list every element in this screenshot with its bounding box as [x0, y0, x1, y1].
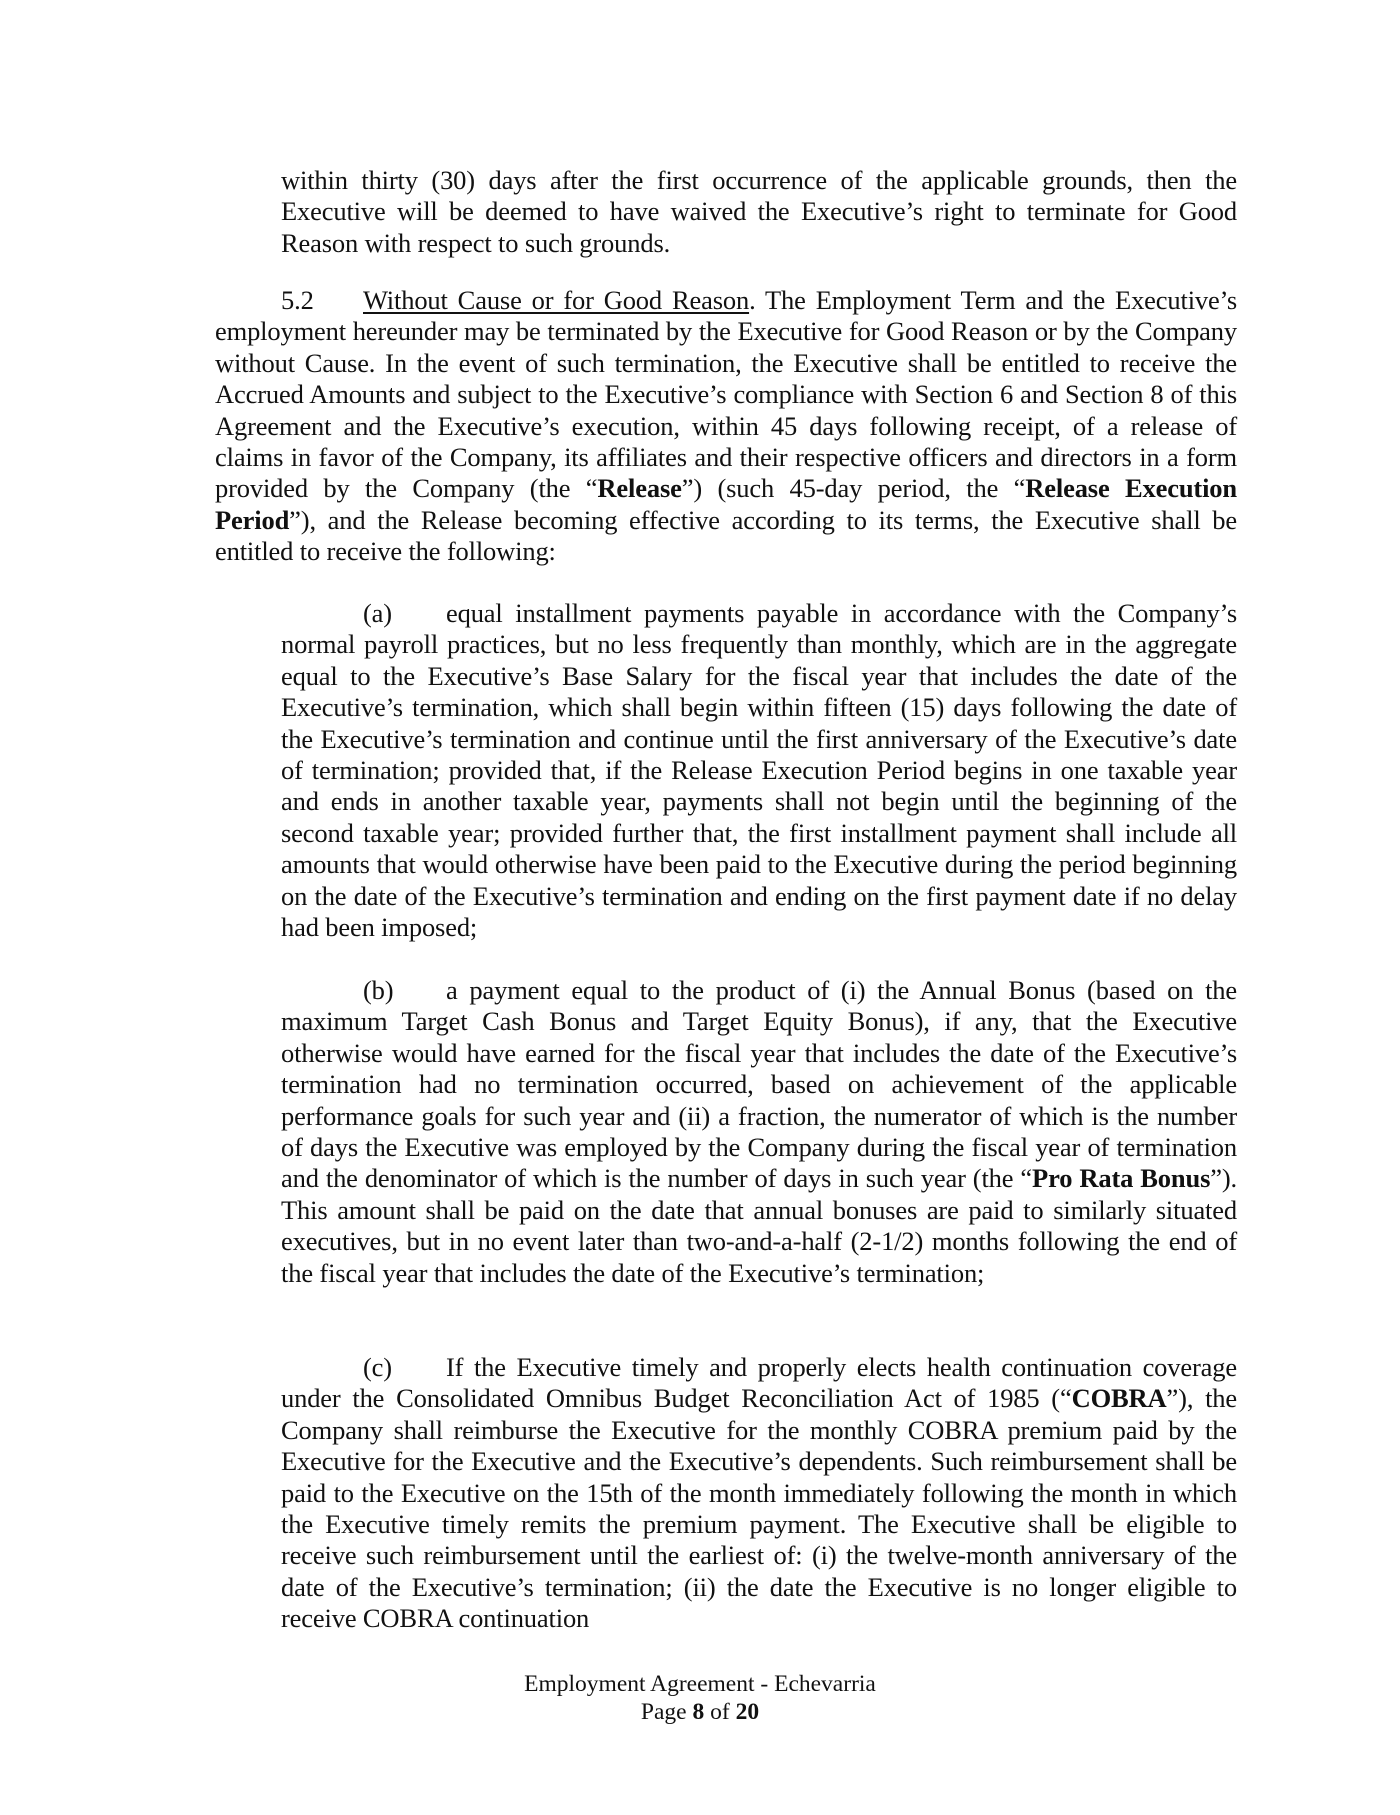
defined-term-pro-rata-bonus: Pro Rata Bonus	[1032, 1163, 1211, 1194]
subsection-a-text: equal installment payments payable in accordance with the Company’s normal payroll practices, but no less frequently than monthly, which are in the aggregate equal to the Executive’s Base Salary for the fiscal year that includes the date of the Executive’s termination, which shall begin within fifteen (15) days following the date of the Executive’s termination and continue until the first anniversary of the Executive’s date of termination; provided that, if the Release Execution Period begins in one taxable year and ends in another taxable year, payments shall not begin until the beginning of the second taxable year; provided further that, the first installment payment shall include all amounts that would otherwise have been paid to the Executive during the period beginning on the date of the Executive’s termination and ending on the first payment date if no delay had been imposed;	[281, 598, 1237, 943]
subsection-b-text-1: a payment equal to the product of (i) the Annual Bonus (based on the maximum Target Cash Bonus and Target Equity Bonus), if any, that the Executive otherwise would have earned for the fiscal year that includes the date of the Executive’s termination had no termination occurred, based on achievement of the applicable performance goals for such year and (ii) a fraction, the numerator of which is the number of days the Executive was employed by the Company during the fiscal year of termination and the denominator of which is the number of days in such year (the “	[281, 975, 1237, 1194]
footer-title: Employment Agreement - Echevarria	[524, 1671, 876, 1697]
subsection-b-marker: (b)	[363, 975, 394, 1005]
intro-paragraph	[281, 165, 1237, 259]
subsection-b	[281, 975, 1237, 1289]
section-number: 5.2	[281, 285, 314, 315]
footer-page-total: 20	[735, 1699, 760, 1725]
defined-term-cobra: COBRA	[1071, 1383, 1167, 1414]
section-5-2-paragraph	[215, 285, 1237, 568]
section-heading-punct: .	[749, 285, 756, 315]
defined-term-release-execution-period: Release Execution Period	[215, 473, 1237, 535]
defined-term-release: Release	[597, 473, 682, 504]
section-heading: Without Cause or for Good Reason	[363, 285, 750, 315]
footer-page-current: 8	[692, 1699, 705, 1725]
footer-page-number	[0, 1698, 1400, 1726]
section-text-3: ”), and the Release becoming effective according to its terms, the Executive shall be entitled to receive the following:	[215, 504, 1237, 567]
section-text-2: ”) (such 45-day period, the “	[681, 473, 1026, 504]
subsection-a-marker: (a)	[363, 598, 392, 628]
subsection-c-text-2: ”), the Company shall reimburse the Executive for the monthly COBRA premium paid by the Executive for the Executive and the Executive’s dependents. Such reimbursement shall be paid to the Executive on the 15th of the month immediately following the month in which the Executive timely remits the premium payment. The Executive shall be eligible to receive such reimbursement until the earliest of: (i) the twelve-month anniversary of the date of the Executive’s termination; (ii) the date the Executive is no longer eligible to receive COBRA continuation	[281, 1383, 1237, 1634]
intro-paragraph-text: within thirty (30) days after the first occurrence of the applicable grounds, then the Executive will be deemed to have waived the Executive’s right to terminate for Good Reason with respect to such grounds.	[281, 165, 1237, 258]
subsection-c-marker: (c)	[363, 1352, 392, 1382]
subsection-c	[281, 1352, 1237, 1635]
footer-page-separator: of	[704, 1699, 736, 1725]
subsection-b-text-2: ”). This amount shall be paid on the date that annual bonuses are paid to similarly situated executives, but in no event later than two-and-a-half (2-1/2) months following the end of the fiscal year that includes the date of the Executive’s termination;	[281, 1163, 1237, 1288]
footer-page-prefix: Page	[640, 1699, 693, 1725]
section-text-1: The Employment Term and the Executive’s employment hereunder may be terminated by the Executive for Good Reason or by the Company without Cause. In the event of such termination, the Executive shall be entitled to receive the Accrued Amounts and subject to the Executive’s compliance with Section 6 and Section 8 of this Agreement and the Executive’s execution, within 45 days following receipt, of a release of claims in favor of the Company, its affiliates and their respective officers and directors in a form provided by the Company (the “	[215, 285, 1238, 504]
subsection-c-text-1: If the Executive timely and properly elects health continuation coverage under the Consolidated Omnibus Budget Reconciliation Act of 1985 (“	[281, 1352, 1237, 1414]
subsection-a	[281, 598, 1237, 943]
